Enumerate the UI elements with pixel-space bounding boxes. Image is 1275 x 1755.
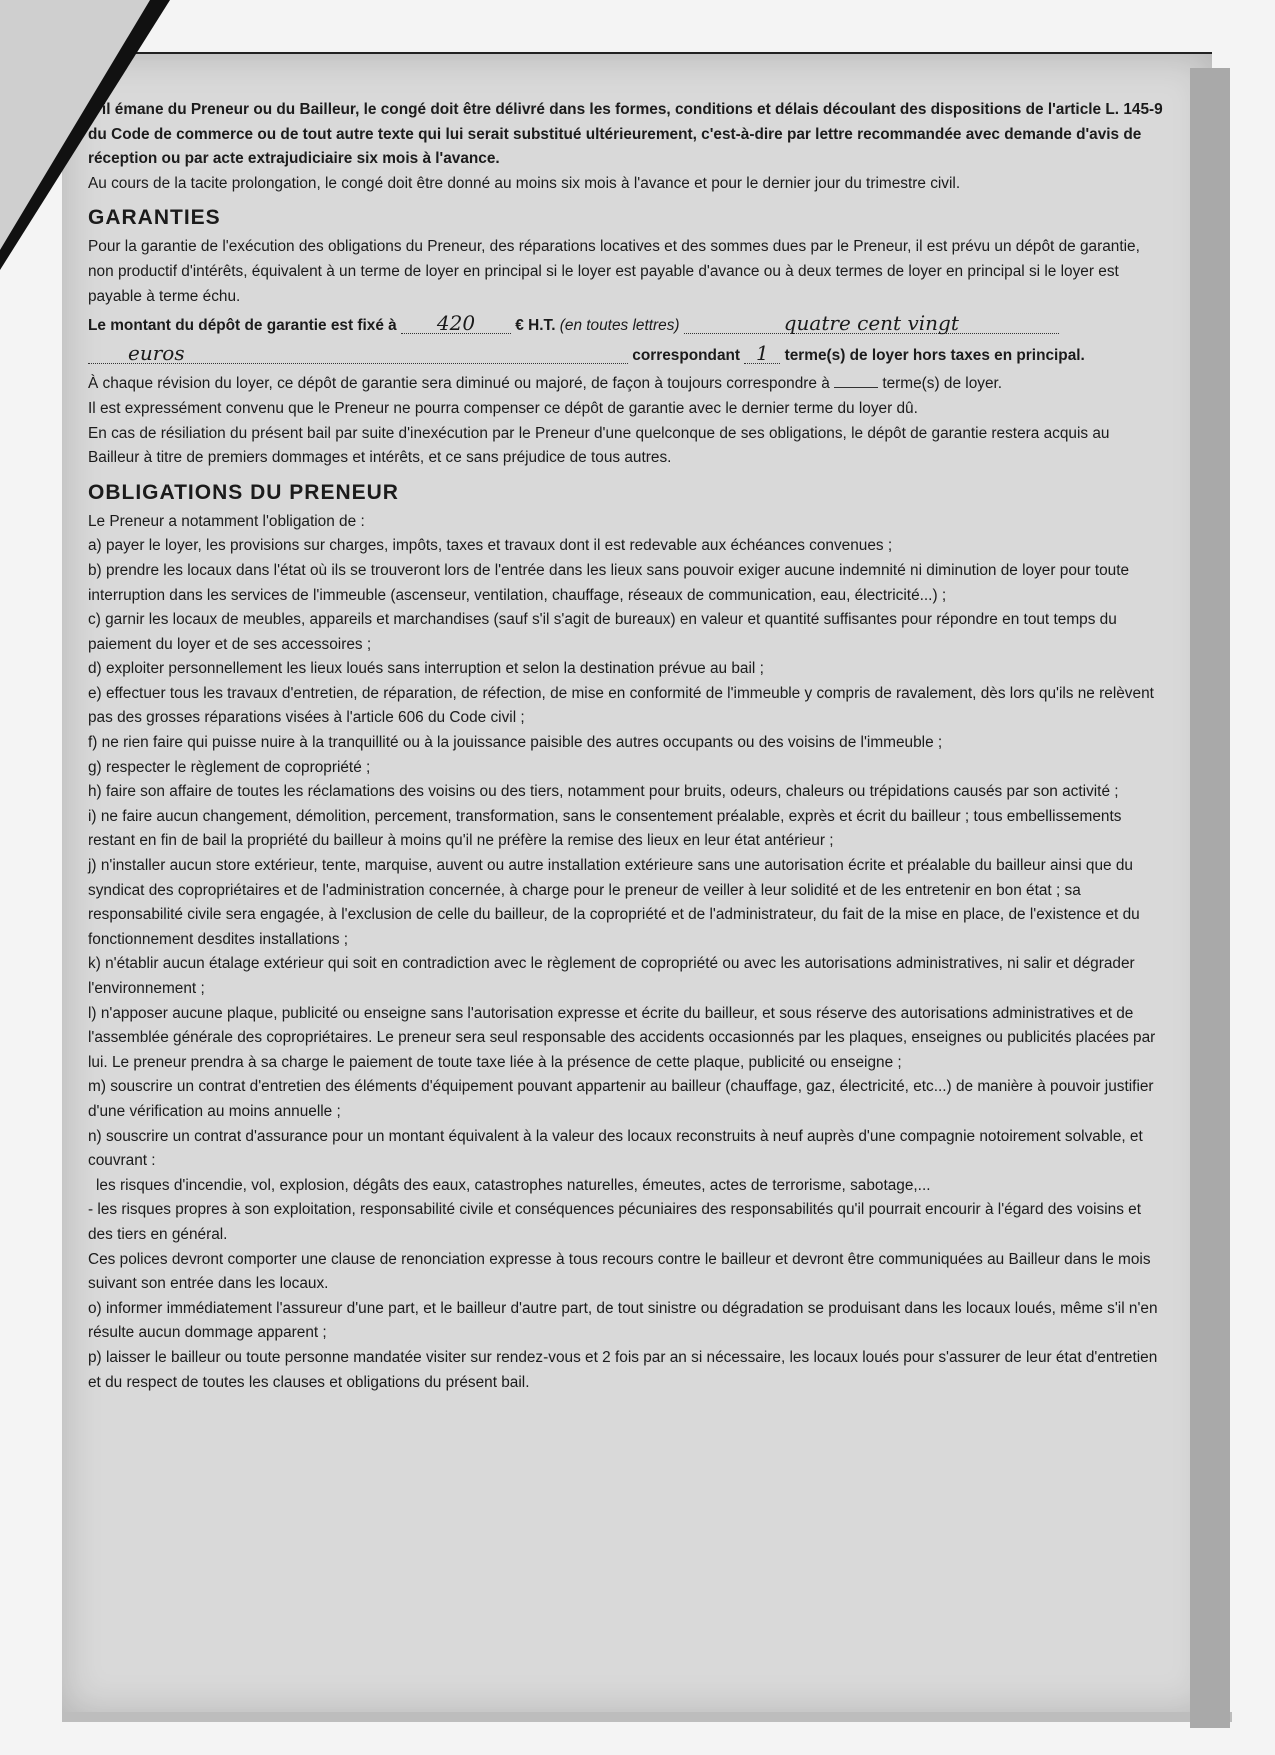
terms-suffix: terme(s) de loyer hors taxes en principal.	[784, 346, 1085, 364]
garanties-paragraph-1: Pour la garantie de l'exécution des obligations du Preneur, des réparations locatives et des sommes dues par le Preneur, il est prévu un dépôt de garantie, non productif d'intérêts, équivalent à un terme de loyer en principal si le loyer est payable d'avance ou à deux termes de loyer en principal si le loyer est payable à terme échu.	[88, 238, 1140, 305]
section-heading-garanties: GARANTIES	[88, 206, 221, 230]
list-item: n) souscrire un contrat d'assurance pour un montant équivalent à la valeur des locaux reconstruits à neuf auprès d'une compagnie notoirement solvable, et couvrant :	[88, 1127, 1143, 1170]
list-item: p) laisser le bailleur ou toute personne mandatée visiter sur rendez-vous et 2 fois par an si nécessaire, les locaux loués pour s'assurer de leur état d'entretien et du respect de toutes les clauses et obligations du présent bail.	[88, 1348, 1158, 1391]
deposit-terms-line	[88, 340, 1163, 369]
list-item: a) payer le loyer, les provisions sur charges, impôts, taxes et travaux dont il est redevable aux échéances convenues ;	[88, 537, 893, 555]
terms-count-field[interactable]: 1	[744, 343, 780, 364]
list-item: e) effectuer tous les travaux d'entretien, de réparation, de réfection, de mise en conformité de l'immeuble y compris de ravalement, dès lors qu'ils ne relèvent pas des grosses réparations visées à l'article 606 du Code civil ;	[88, 684, 1154, 727]
deposit-amount-field[interactable]: 420	[401, 313, 511, 334]
list-item: b) prendre les locaux dans l'état où ils se trouveront lors de l'entrée dans les lieux sans pouvoir exiger aucune indemnité ni diminution de loyer pour toute interruption dans les services de l'immeuble (ascenseur, ventilation, chauffage, réseaux de communication, eau, électricité...) ;	[88, 561, 1130, 604]
document-content	[88, 98, 1163, 1395]
list-item: j) n'installer aucun store extérieur, tente, marquise, auvent ou autre installation extérieure sans une autorisation écrite et préalable du bailleur ainsi que du syndicat des copropriétaires et de l'administration concernée, à charge pour le preneur de veiller à leur solidité et de les entretenir en bon état ; sa responsabilité civile sera engagée, à l'exclusion de celle du bailleur, de la copropriété et de l'administrateur, du fait de la mise en place, de l'existence et du fonctionnement desdites installations ;	[88, 857, 1140, 948]
corresponding-label: correspondant	[632, 346, 741, 364]
list-item: f) ne rien faire qui puisse nuire à la tranquillité ou à la jouissance paisible des autres occupants ou des voisins de l'immeuble ;	[88, 734, 943, 752]
obligations-intro: Le Preneur a notamment l'obligation de :	[88, 512, 365, 530]
deposit-letters-field-2[interactable]: euros	[88, 343, 628, 364]
bottom-edge-shadow	[62, 1712, 1232, 1722]
folded-corner	[0, 0, 150, 250]
garanties-paragraph-2	[88, 372, 1163, 397]
insurance-sub-item: - les risques propres à son exploitation, responsabilité civile et conséquences pécuniaires des responsabilités qu'il pourrait encourir à l'égard des voisins et des tiers en général.	[88, 1201, 1142, 1243]
list-item: c) garnir les locaux de meubles, appareils et marchandises (sauf s'il s'agit de bureaux) en valeur et quantité suffisantes pour répondre en tout temps du paiement du loyer et de ses accessoires ;	[88, 611, 1117, 653]
list-item: k) n'établir aucun étalage extérieur qui soit en contradiction avec le règlement de copropriété ou avec les autorisations administratives, ni salir et dégrader l'environnement ;	[88, 955, 1135, 997]
letters-label: (en toutes lettres)	[559, 317, 680, 335]
right-edge-band	[1190, 68, 1230, 1728]
revision-terms-suffix: terme(s) de loyer.	[882, 375, 1003, 393]
list-item: g) respecter le règlement de copropriété ;	[88, 758, 371, 776]
revision-terms-field[interactable]	[834, 387, 878, 388]
list-item: i) ne faire aucun changement, démolition, percement, transformation, sans le consentement préalable, exprès et écrit du bailleur ; tous embellissements restant en fin de bail la propriété du bailleur à moins qu'il ne préfère la remise des lieux en leur état antérieur ;	[88, 807, 1122, 850]
policies-note: Ces polices devront comporter une clause de renonciation expresse à tous recours contre le bailleur et devront être communiquées au Bailleur dans le mois suivant son entrée dans les locaux.	[88, 1250, 1151, 1293]
section-heading-obligations: OBLIGATIONS DU PRENEUR	[88, 480, 399, 504]
list-item: d) exploiter personnellement les lieux loués sans interruption et selon la destination prévue au bail ;	[88, 660, 764, 678]
intro-paragraph: Au cours de la tacite prolongation, le congé doit être donné au moins six mois à l'avance et pour le dernier jour du trimestre civil.	[88, 174, 961, 192]
deposit-unit: € H.T.	[515, 317, 556, 335]
obligations-list	[88, 534, 1163, 1395]
list-item: h) faire son affaire de toutes les réclamations des voisins ou des tiers, notamment pour bruits, odeurs, chaleurs ou trépidations causés par son activité ;	[88, 783, 1119, 801]
garanties-paragraph-4: En cas de résiliation du présent bail par suite d'inexécution par le Preneur d'une quelconque de ses obligations, le dépôt de garantie restera acquis au Bailleur à titre de premiers dommages et intérêts, et ce sans préjudice de tous autres.	[88, 424, 1110, 467]
deposit-letters-field[interactable]: quatre cent vingt	[684, 313, 1059, 334]
intro-bold-paragraph: S'il émane du Preneur ou du Bailleur, le congé doit être délivré dans les formes, conditions et délais découlant des dispositions de l'article L. 145-9 du Code de commerce ou de tout autre texte qui lui serait substitué ultérieurement, c'est-à-dire par lettre recommandée avec demande d'avis de réception ou par acte extrajudiciaire six mois à l'avance.	[88, 101, 1163, 168]
deposit-amount-label: Le montant du dépôt de garantie est fixé à	[88, 317, 397, 335]
list-item: m) souscrire un contrat d'entretien des éléments d'équipement pouvant appartenir au bailleur (chauffage, gaz, électricité, etc...) de manière à pouvoir justifier d'une vérification au moins annuelle ;	[88, 1078, 1154, 1120]
insurance-sub-item: les risques d'incendie, vol, explosion, dégâts des eaux, catastrophes naturelles, émeutes, actes de terrorisme, sabotage,...	[96, 1176, 931, 1194]
deposit-amount-line	[88, 313, 1163, 339]
list-item: l) n'apposer aucune plaque, publicité ou enseigne sans l'autorisation expresse et écrite du bailleur, et sous réserve des autorisations administratives et de l'assemblée générale des copropriétaires. Le preneur sera seul responsable des accidents occasionnés par les plaques, enseignes ou publicités placées par lui. Le preneur prendra à sa charge le paiement de toute taxe liée à la présence de cette plaque, publicité ou enseigne ;	[88, 1004, 1156, 1071]
garanties-paragraph-3: Il est expressément convenu que le Preneur ne pourra compenser ce dépôt de garantie avec le dernier terme du loyer dû.	[88, 399, 918, 417]
revision-text: À chaque révision du loyer, ce dépôt de garantie sera diminué ou majoré, de façon à toujours correspondre à	[88, 375, 830, 393]
list-item: o) informer immédiatement l'assureur d'une part, et le bailleur d'autre part, de tout sinistre ou dégradation se produisant dans les locaux loués, même s'il n'en résulte aucun dommage apparent ;	[88, 1299, 1158, 1342]
